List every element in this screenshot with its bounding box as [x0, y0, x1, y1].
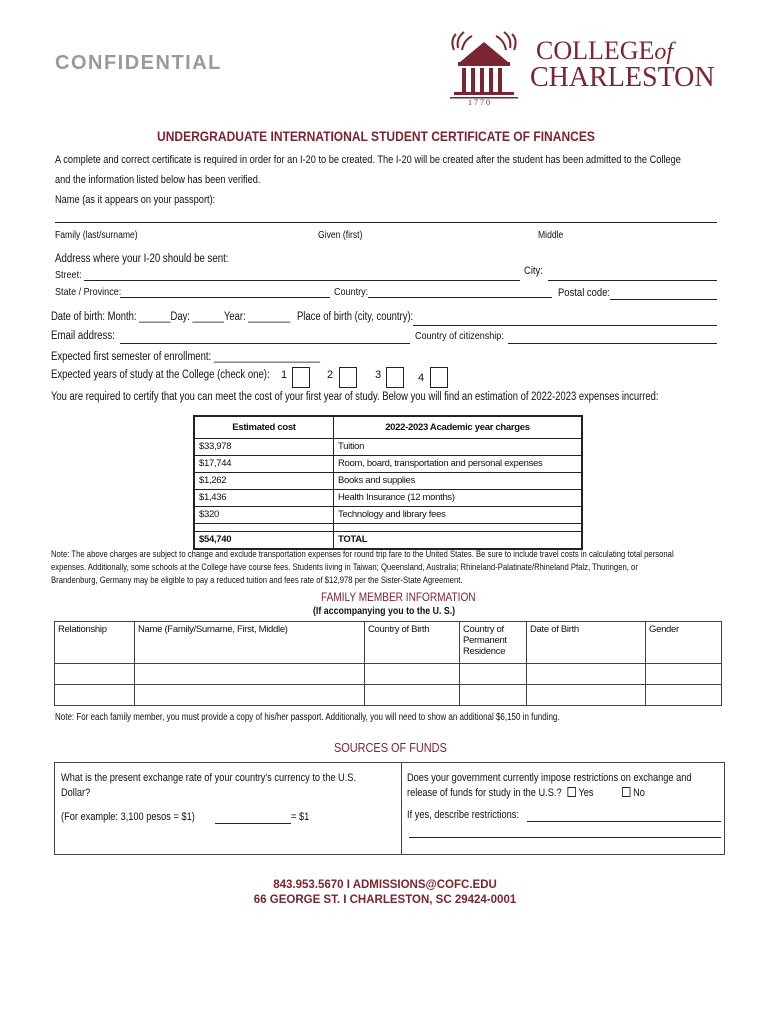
- years-option-4: [418, 372, 424, 384]
- expenses-header-row: [194, 416, 582, 438]
- state-field[interactable]: [120, 297, 330, 298]
- yes-checkbox[interactable]: [568, 787, 576, 797]
- email-label: Email address:: [51, 330, 115, 342]
- family-table: [54, 621, 722, 706]
- footer-line-1: 843.953.5670 I ADMISSIONS@COFC.EDU: [273, 879, 497, 891]
- expenses-row: [194, 506, 582, 523]
- pob-field[interactable]: [413, 325, 717, 326]
- funds-divider: [401, 763, 402, 854]
- expense-total-cost: $54,740: [194, 531, 334, 549]
- intro-line-1: A complete and correct certificate is required in order for an I-20 to be created. The I-20 will be created after the student has been admitted to the College: [55, 154, 681, 166]
- expense-cost: $320: [194, 506, 334, 523]
- years-option-1: [281, 369, 287, 381]
- years-label: Expected years of study at the College (check one):: [51, 369, 270, 381]
- postal-field[interactable]: [610, 299, 717, 300]
- family-col-residence: Country of Permanent Residence: [460, 622, 527, 664]
- email-field[interactable]: [120, 343, 410, 344]
- country-label: Country:: [334, 286, 369, 298]
- years-checkbox-4[interactable]: [430, 367, 448, 388]
- footer-line-2: 66 GEORGE ST. I CHARLESTON, SC 29424-0001: [253, 894, 517, 906]
- years-option-2: [327, 369, 333, 381]
- name-field[interactable]: [55, 222, 717, 223]
- note1-line-3: Brandenburg, Germany may be eligible to pay a reduced tuition and fees rate of $12,978 per the Sister-State Agreement.: [51, 575, 463, 586]
- citizenship-field[interactable]: [508, 343, 717, 344]
- funds-right-question: [407, 771, 713, 801]
- expense-cost: $33,978: [194, 438, 334, 455]
- confidential-label: CONFIDENTIAL: [55, 52, 222, 74]
- years-option-label: 4: [418, 372, 425, 384]
- family-col-name: Name (Family/Surname, First, Middle): [135, 622, 365, 664]
- expenses-row: [194, 438, 582, 455]
- funds-left-eq: = $1: [291, 811, 310, 823]
- name-middle-sublabel: Middle: [538, 230, 564, 241]
- expense-total-label: TOTAL: [334, 531, 583, 549]
- country-field[interactable]: [368, 297, 552, 298]
- expenses-row: [194, 455, 582, 472]
- expenses-row: [194, 489, 582, 506]
- family-subheading: (If accompanying you to the U. S.): [313, 605, 456, 617]
- years-checkbox-3[interactable]: [386, 367, 404, 388]
- form-title: UNDERGRADUATE INTERNATIONAL STUDENT CERTIFICATE OF FINANCES: [157, 128, 595, 144]
- family-row[interactable]: [55, 685, 722, 706]
- postal-label: Postal code:: [558, 287, 611, 299]
- funds-right-describe: If yes, describe restrictions:: [407, 809, 519, 821]
- dob-label[interactable]: Date of birth: Month: ______Day: ______Year: ________: [51, 311, 291, 323]
- funds-box: [54, 762, 725, 855]
- pob-label: Place of birth (city, country):: [297, 311, 414, 323]
- years-checkbox-2[interactable]: [339, 367, 357, 388]
- expense-cost: $17,744: [194, 455, 334, 472]
- expense-desc: Room, board, transportation and personal expenses: [334, 455, 583, 472]
- family-row[interactable]: [55, 664, 722, 685]
- logo-college: [536, 38, 673, 65]
- family-col-relationship: Relationship: [55, 622, 135, 664]
- restrictions-field-1[interactable]: [527, 821, 721, 822]
- family-col-dob: Date of Birth: [527, 622, 646, 664]
- no-checkbox[interactable]: [622, 787, 630, 797]
- street-field[interactable]: [84, 280, 520, 281]
- years-option-label: 3: [375, 369, 382, 381]
- funds-heading: SOURCES OF FUNDS: [334, 740, 447, 755]
- expenses-head-desc: 2022-2023 Academic year charges: [334, 416, 583, 438]
- expenses-head-cost: Estimated cost: [194, 416, 334, 438]
- name-label: Name (as it appears on your passport):: [55, 194, 216, 206]
- restrictions-field-2[interactable]: [409, 837, 721, 838]
- family-col-gender: Gender: [646, 622, 722, 664]
- years-option-label: 2: [327, 369, 334, 381]
- city-field[interactable]: [548, 280, 717, 281]
- certify-text: You are required to certify that you can meet the cost of your first year of study. Below you will find an estimation of 2022-2023 expenses incurred:: [51, 391, 659, 403]
- note1-line-2: expenses. Additionally, some schools at the College have course fees. Students living in Taiwan; Queensland, Australia; Rhineland-Palatinate/Rhineland Pfalz, Thuringen, or: [51, 562, 638, 573]
- name-family-sublabel: Family (last/surname): [55, 230, 138, 241]
- funds-right-question-text: Does your government currently impose restrictions on exchange and release of funds for study in the U.S.?: [407, 772, 692, 799]
- no-label: No: [633, 787, 645, 799]
- expense-desc: Books and supplies: [334, 472, 583, 489]
- exchange-rate-field[interactable]: [215, 823, 291, 824]
- address-label: Address where your I-20 should be sent:: [55, 253, 229, 265]
- state-label: State / Province:: [55, 286, 122, 298]
- years-option-3: [375, 369, 381, 381]
- expense-desc: Health Insurance (12 months): [334, 489, 583, 506]
- college-logo: [446, 28, 728, 110]
- intro-line-2: and the information listed below has been verified.: [55, 174, 261, 186]
- expenses-total-row: [194, 531, 582, 549]
- logo-college-text: COLLEGE: [536, 36, 655, 65]
- expense-desc: Technology and library fees: [334, 506, 583, 523]
- citizenship-label: Country of citizenship:: [415, 330, 504, 342]
- family-col-birth-country: Country of Birth: [365, 622, 460, 664]
- expense-cost: $1,436: [194, 489, 334, 506]
- funds-left-example: (For example: 3,100 pesos = $1): [61, 811, 195, 823]
- family-heading: FAMILY MEMBER INFORMATION: [321, 590, 476, 604]
- funds-left-question: What is the present exchange rate of your country's currency to the U.S. Dollar?: [61, 772, 357, 799]
- logo-year: 1 7 7 0: [468, 98, 490, 107]
- family-header-row: [55, 622, 722, 664]
- yes-label: Yes: [578, 787, 594, 799]
- years-option-label: 1: [281, 369, 288, 381]
- years-checkbox-1[interactable]: [292, 367, 310, 388]
- logo-of-text: of: [654, 39, 674, 65]
- logo-charleston: CHARLESTON: [530, 62, 715, 93]
- expense-desc: Tuition: [334, 438, 583, 455]
- expense-cost: $1,262: [194, 472, 334, 489]
- expenses-table: [193, 415, 583, 550]
- expenses-spacer-row: [194, 523, 582, 531]
- note2-text: Note: For each family member, you must provide a copy of his/her passport. Additionally, you will need to show an additional $6,150 in funding.: [55, 712, 560, 723]
- expenses-row: [194, 472, 582, 489]
- semester-label[interactable]: Expected first semester of enrollment: ____________________: [51, 351, 321, 363]
- street-label: Street:: [55, 269, 82, 281]
- name-given-sublabel: Given (first): [318, 230, 363, 241]
- note1-line-1: Note: The above charges are subject to change and exclude transportation expenses for round trip fare to the United States. Be sure to include travel costs in calculating total personal: [51, 549, 674, 560]
- city-label: City:: [524, 265, 543, 277]
